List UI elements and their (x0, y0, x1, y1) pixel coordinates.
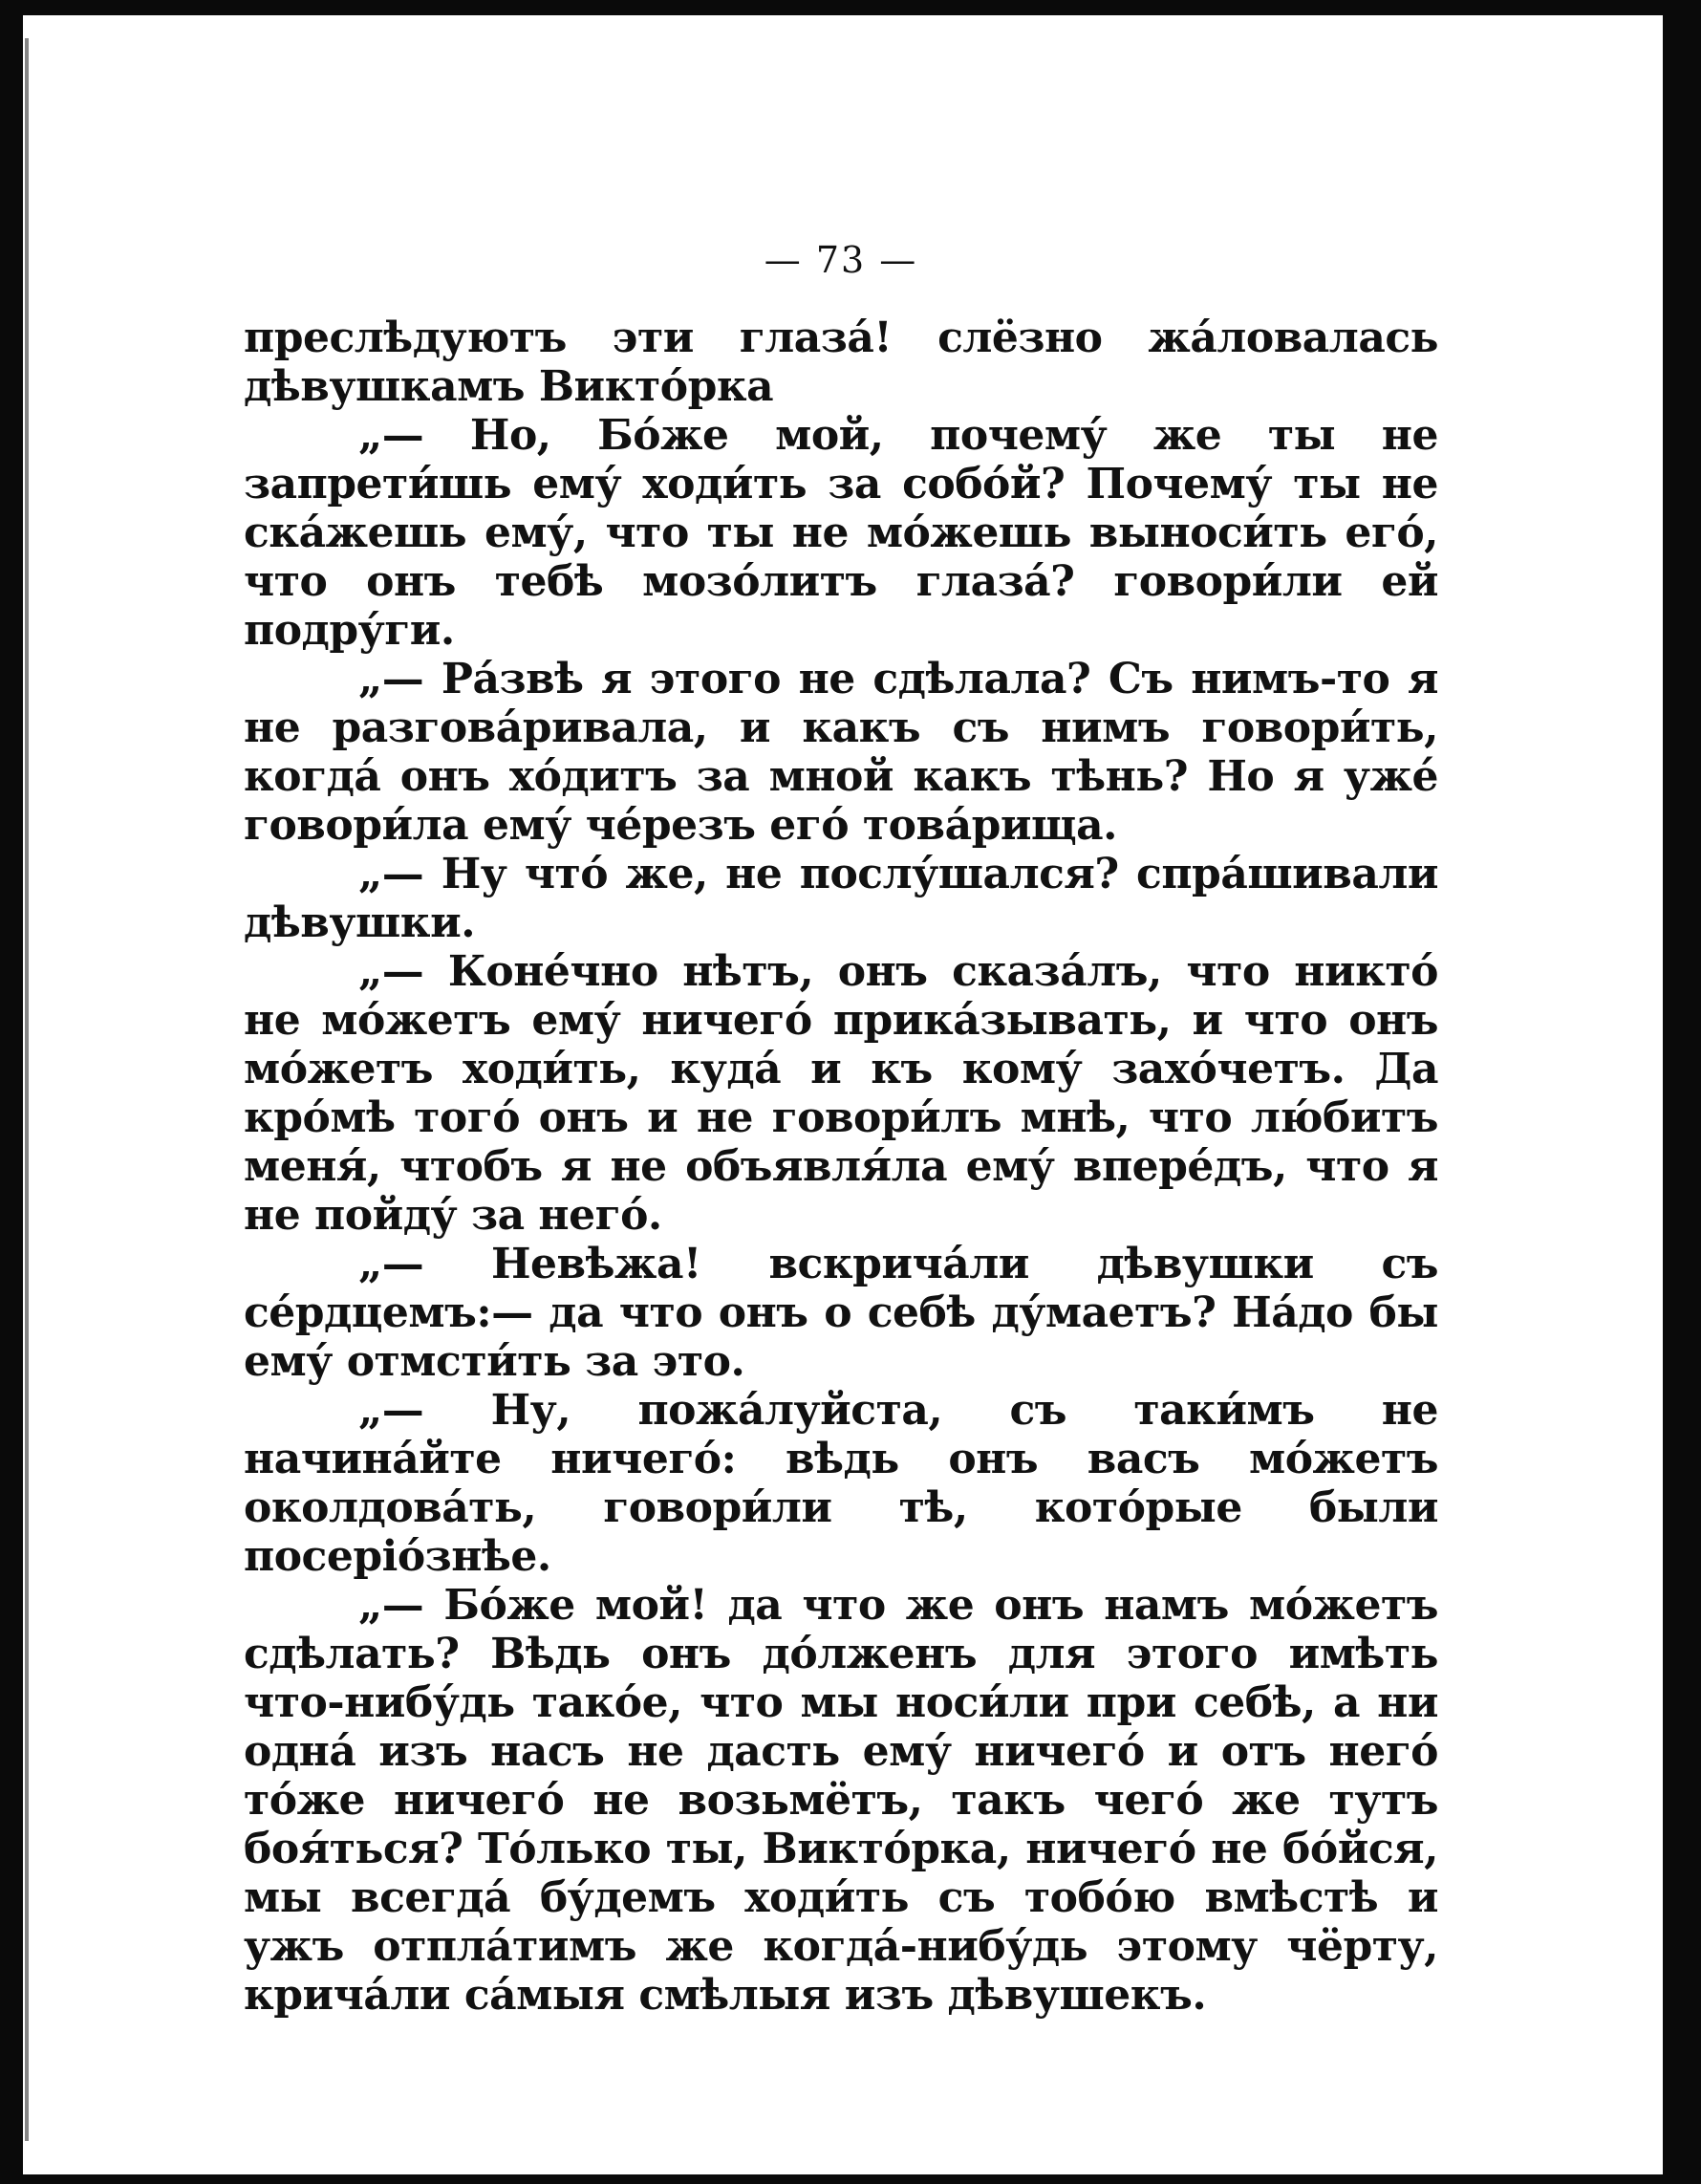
paragraph-6: „— Невѣжа! вскрича́ли дѣвушки съ се́рдцемъ:— да что онъ о себѣ ду́маетъ? На́до бы ему́ отмсти́ть за это. (244, 1240, 1438, 1386)
page-content (244, 237, 1438, 2020)
binding-gutter (25, 38, 29, 2141)
scan-border-top (0, 0, 1701, 15)
paragraph-7: „— Ну, пожа́луйста, съ таки́мъ не начина́йте ничего́: вѣдь онъ васъ мо́жетъ околдова́ть, говори́ли тѣ, кото́рые были посеріо́знѣе. (244, 1386, 1438, 1581)
paragraph-3: „— Ра́звѣ я этого не сдѣлала? Съ нимъ-то я не разгова́ривала, и какъ съ нимъ говори́ть, когда́ онъ хо́дитъ за мной какъ тѣнь? Но я ужé говори́ла ему́ че́резъ его́ това́рища. (244, 655, 1438, 850)
scan-border-bottom (0, 2174, 1701, 2184)
paragraph-8: „— Бо́же мой! да что же онъ намъ мо́жетъ сдѣлать? Вѣдь онъ до́лженъ для этого имѣть что-нибу́дь тако́е, что мы носи́ли при себѣ, а ни одна́ изъ насъ не дасть ему́ ничего́ и отъ него́ то́же ничего́ не возьмётъ, такъ чего́ же тутъ боя́ться? То́лько ты, Викто́рка, ничего́ не бо́йся, мы всегда́ бу́демъ ходи́ть съ тобо́ю вмѣстѣ и ужъ отпла́тимъ же когда́-нибу́дь этому чёрту, крича́ли са́мыя смѣлыя изъ дѣвушекъ. (244, 1581, 1438, 2020)
page-number: — 73 — (764, 239, 918, 281)
scan-border-left (0, 0, 23, 2184)
paragraph-5: „— Коне́чно нѣтъ, онъ сказа́лъ, что никто́ не мо́жетъ ему́ ничего́ прика́зывать, и что онъ мо́жетъ ходи́ть, куда́ и къ кому́ захо́четъ. Да кро́мѣ того́ онъ и не говори́лъ мнѣ, что лю́битъ меня́, чтобъ я не объявля́ла ему́ впере́дъ, что я не пойду́ за него́. (244, 947, 1438, 1240)
body-text (244, 314, 1438, 2020)
paragraph-2: „— Но, Бо́же мой, почему́ же ты не запрети́шь ему́ ходи́ть за собо́й? Почему́ ты не ска́жешь ему́, что ты не мо́жешь выноси́ть его́, что онъ тебѣ мозо́литъ глаза́? говори́ли ей подру́ги. (244, 411, 1438, 655)
paragraph-4: „— Ну что́ же, не послу́шался? спра́шивали дѣвушки. (244, 850, 1438, 947)
paragraph-1: преслѣдуютъ эти глаза́! слёзно жа́ловалась дѣвушкамъ Викто́рка (244, 314, 1438, 411)
scan-border-right (1663, 0, 1701, 2184)
